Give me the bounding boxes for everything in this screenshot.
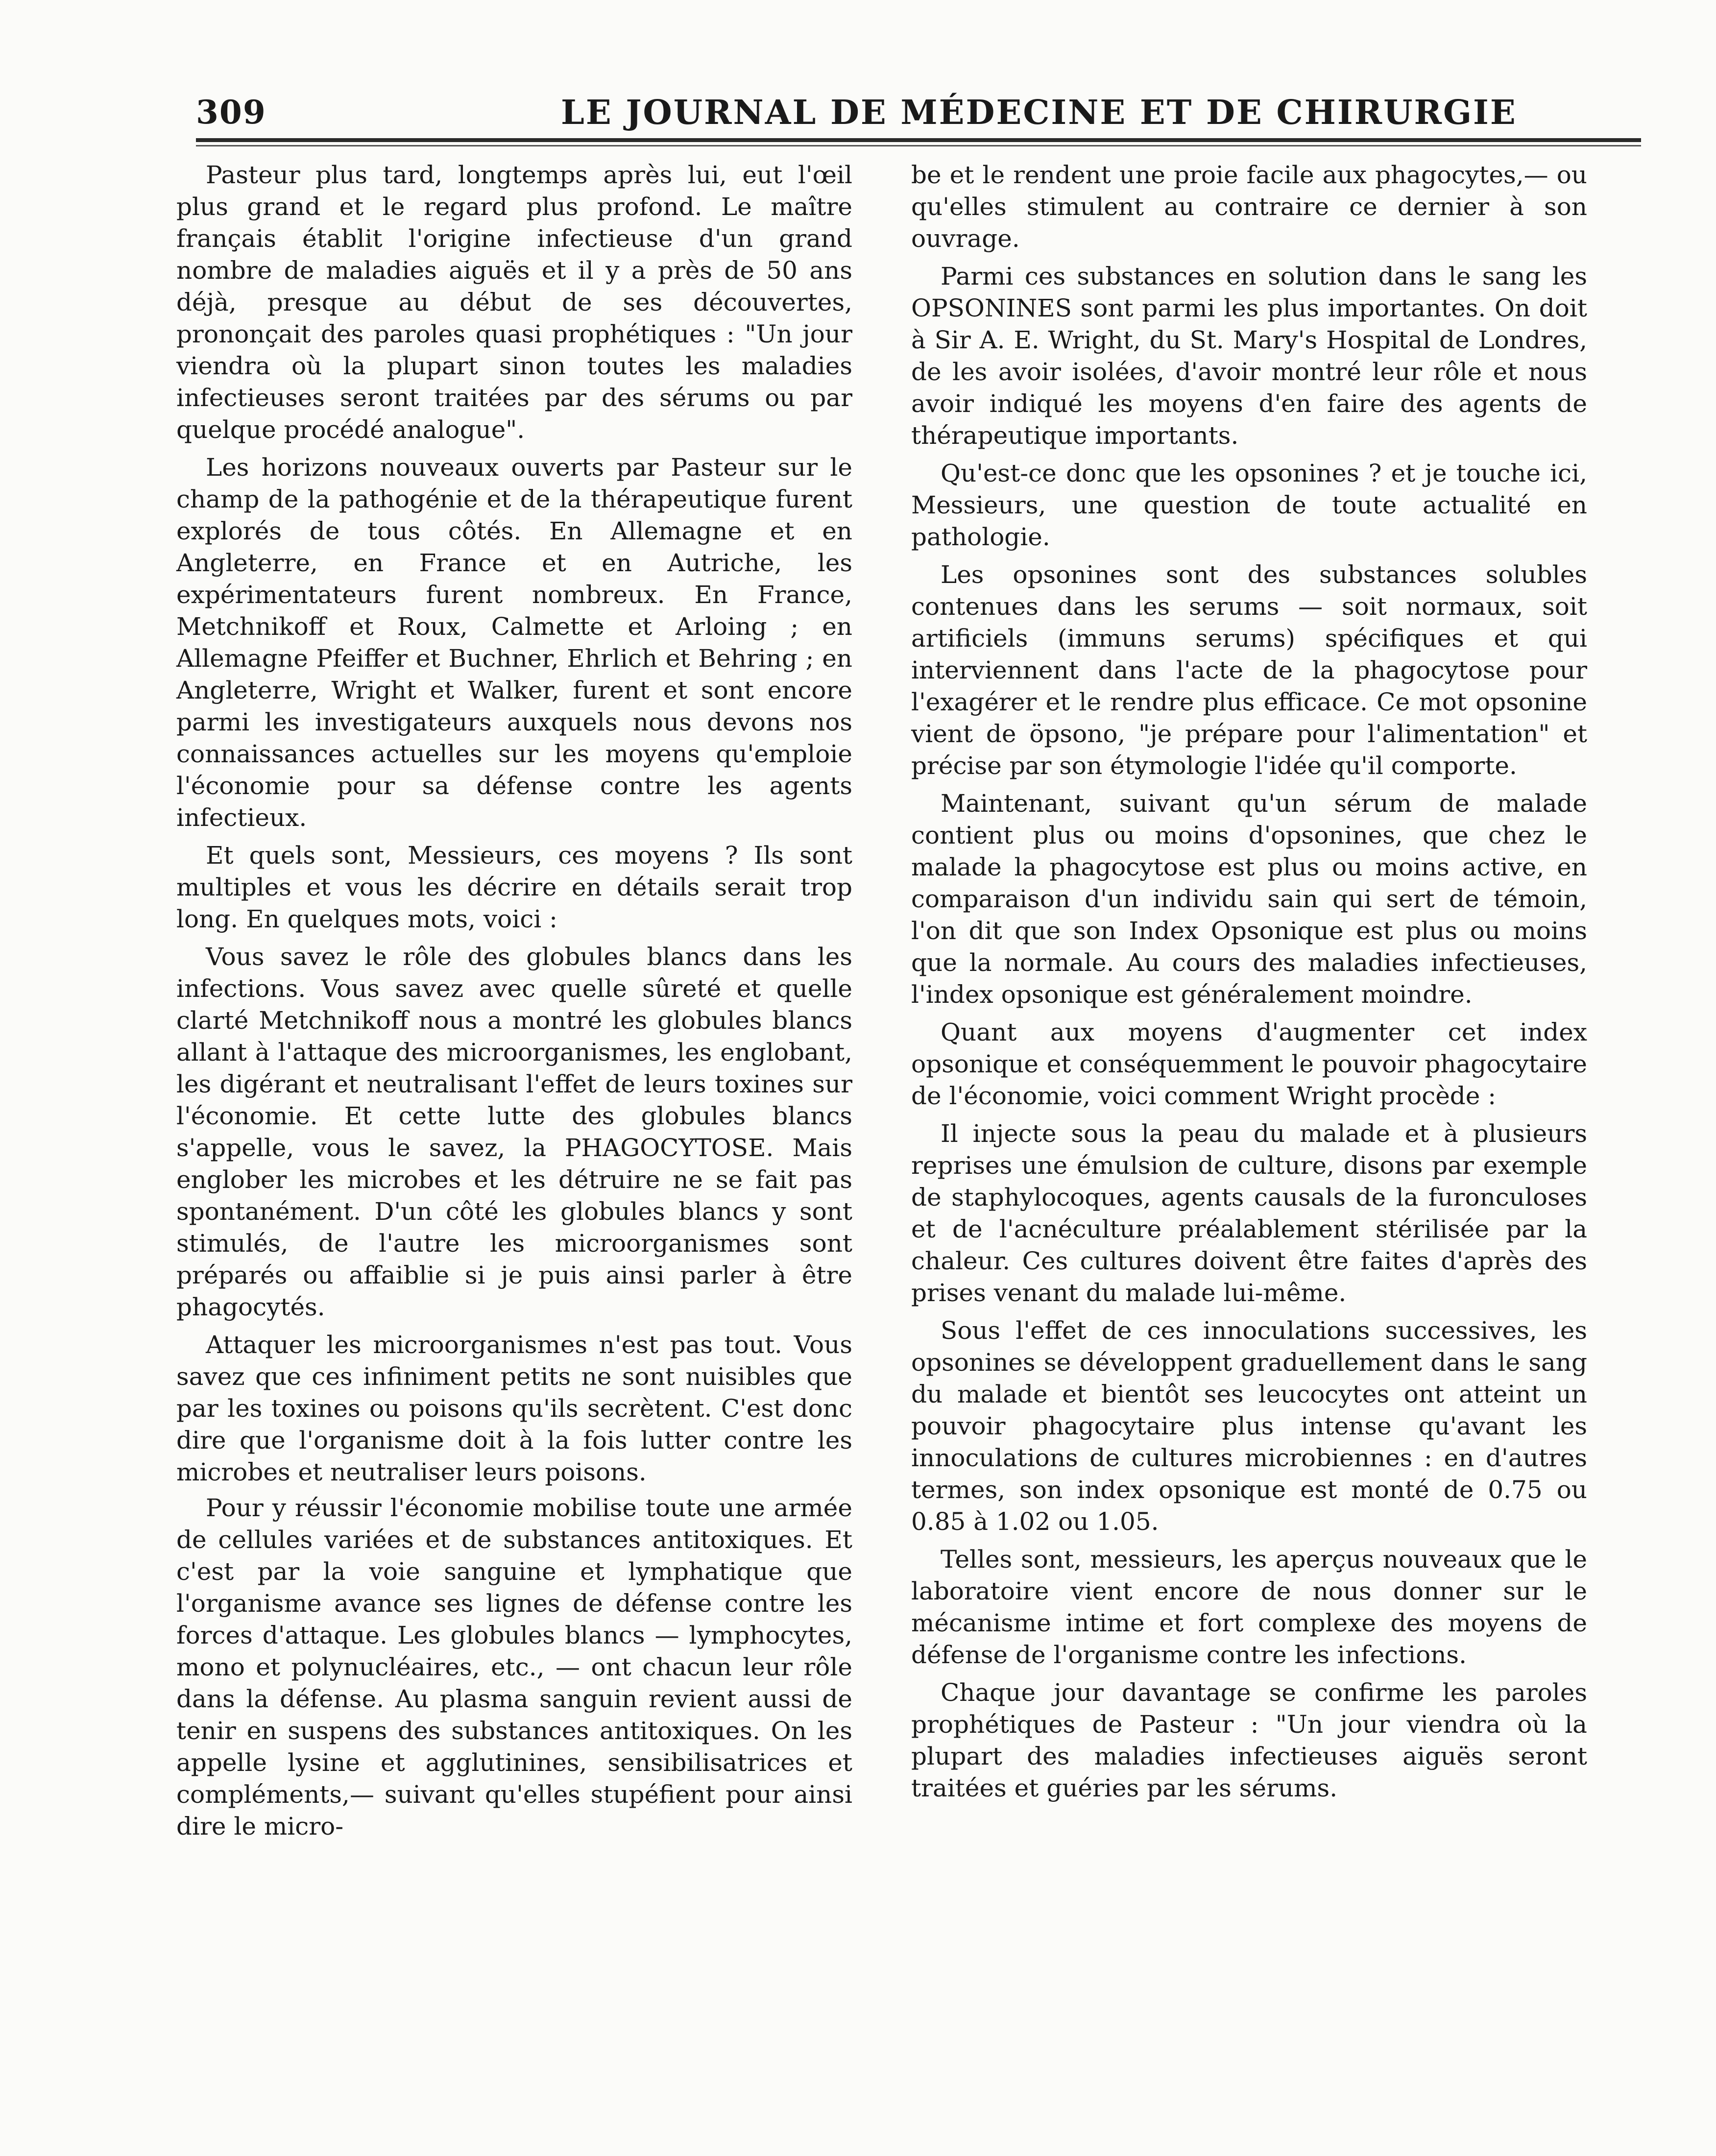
running-title: LE JOURNAL DE MÉDECINE ET DE CHIRURGIE [561, 93, 1517, 132]
right-column [911, 159, 1587, 1810]
right-paragraph-9: Telles sont, messieurs, les aperçus nouveaux que le laboratoire vient encore de nous donner sur le mécanisme intime et fort complexe des moyens de défense de l'organisme contre les infections. [911, 1545, 1587, 1669]
right-paragraph-3: Qu'est-ce donc que les opsonines ? et je touche ici, Messieurs, une question de toute actualité en pathologie. [911, 459, 1587, 551]
left-paragraph-6: Pour y réussir l'économie mobilise toute une armée de cellules variées et de substances antitoxiques. Et c'est par la voie sanguine et lymphatique que l'organisme avance ses lignes de défense contre les forces d'attaque. Les globules blancs — lymphocytes, mono et polynucléaires, etc., — ont chacun leur rôle dans la défense. Au plasma sanguin revient aussi de tenir en suspens des substances antitoxiques. On les appelle lysine et agglutinines, sensibilisatrices et compléments,— suivant qu'elles stupéfient pour ainsi dire le micro- [176, 1494, 852, 1841]
left-paragraph-5: Attaquer les microorganismes n'est pas tout. Vous savez que ces infiniment petits ne sont nuisibles que par les toxines ou poisons qu'ils secrètent. C'est donc dire que l'organisme doit à la fois lutter contre les microbes et neutraliser leurs poisons. [176, 1331, 852, 1486]
page-number: 309 [196, 93, 266, 131]
right-paragraph-2: Parmi ces substances en solution dans le sang les OPSONINES sont parmi les plus importantes. On doit à Sir A. E. Wright, du St. Mary's Hospital de Londres, de les avoir isolées, d'avoir montré leur rôle et nous avoir indiqué les moyens d'en faire des agents de thérapeutique importants. [911, 262, 1587, 450]
left-paragraph-2: Les horizons nouveaux ouverts par Pasteur sur le champ de la pathogénie et de la thérapeutique furent explorés de tous côtés. En Allemagne et en Angleterre, en France et en Autriche, les expérimentateurs furent nombreux. En France, Metchnikoff et Roux, Calmette et Arloing ; en Allemagne Pfeiffer et Buchner, Ehrlich et Behring ; en Angleterre, Wright et Walker, furent et sont encore parmi les investigateurs auxquels nous devons nos connaissances actuelles sur les moyens qu'emploie l'économie pour sa défense contre les agents infectieux. [176, 453, 852, 832]
header-rule-thin [196, 145, 1641, 146]
left-column [176, 159, 852, 1848]
left-paragraph-3: Et quels sont, Messieurs, ces moyens ? Ils sont multiples et vous les décrire en détails serait trop long. En quelques mots, voici : [176, 841, 852, 933]
right-paragraph-1: be et le rendent une proie facile aux phagocytes,— ou qu'elles stimulent au contraire ce dernier à son ouvrage. [911, 161, 1587, 253]
right-paragraph-7: Il injecte sous la peau du malade et à plusieurs reprises une émulsion de culture, disons par exemple de staphylocoques, agents causals de la furonculoses et de l'acnéculture préalablement stérilisée par la chaleur. Ces cultures doivent être faites d'après des prises venant du malade lui-même. [911, 1119, 1587, 1307]
right-paragraph-8: Sous l'effet de ces innoculations successives, les opsonines se développent graduellement dans le sang du malade et bientôt ses leucocytes ont atteint un pouvoir phagocytaire plus intense qu'avant les innoculations de cultures microbiennes : en d'autres termes, son index opsonique est monté de 0.75 ou 0.85 à 1.02 ou 1.05. [911, 1316, 1587, 1536]
left-paragraph-1: Pasteur plus tard, longtemps après lui, eut l'œil plus grand et le regard plus profond. Le maître français établit l'origine infectieuse d'un grand nombre de maladies aiguës et il y a près de 50 ans déjà, presque au début de ses découvertes, prononçait des paroles quasi prophétiques : "Un jour viendra où la plupart sinon toutes les maladies infectieuses seront traitées par des sérums ou par quelque procédé analogue". [176, 161, 852, 444]
right-paragraph-6: Quant aux moyens d'augmenter cet index opsonique et conséquemment le pouvoir phagocytaire de l'économie, voici comment Wright procède : [911, 1018, 1587, 1110]
left-paragraph-4: Vous savez le rôle des globules blancs dans les infections. Vous savez avec quelle sûreté et quelle clarté Metchnikoff nous a montré les globules blancs allant à l'attaque des microorganismes, les englobant, les digérant et neutralisant l'effet de leurs toxines sur l'économie. Et cette lutte des globules blancs s'appelle, vous le savez, la PHAGOCYTOSE. Mais englober les microbes et les détruire ne se fait pas spontanément. D'un côté les globules blancs y sont stimulés, de l'autre les microorganismes sont préparés ou affaiblie si je puis ainsi parler à être phagocytés. [176, 943, 852, 1321]
right-paragraph-4: Les opsonines sont des substances solubles contenues dans les serums — soit normaux, soit artificiels (immuns serums) spécifiques et qui interviennent dans l'acte de la phagocytose pour l'exagérer et le rendre plus efficace. Ce mot opsonine vient de öpsono, "je prépare pour l'alimentation" et précise par son étymologie l'idée qu'il comporte. [911, 560, 1587, 780]
page-header [196, 93, 1641, 162]
right-paragraph-5: Maintenant, suivant qu'un sérum de malade contient plus ou moins d'opsonines, que chez le malade la phagocytose est plus ou moins active, en comparaison d'un individu sain qui sert de témoin, l'on dit que son Index Opsonique est plus ou moins que la normale. Au cours des maladies infectieuses, l'index opsonique est généralement moindre. [911, 789, 1587, 1009]
right-paragraph-10: Chaque jour davantage se confirme les paroles prophétiques de Pasteur : "Un jour viendra où la plupart des maladies infectieuses aiguës seront traitées et guéries par les sérums. [911, 1678, 1587, 1802]
header-rule [196, 138, 1641, 142]
